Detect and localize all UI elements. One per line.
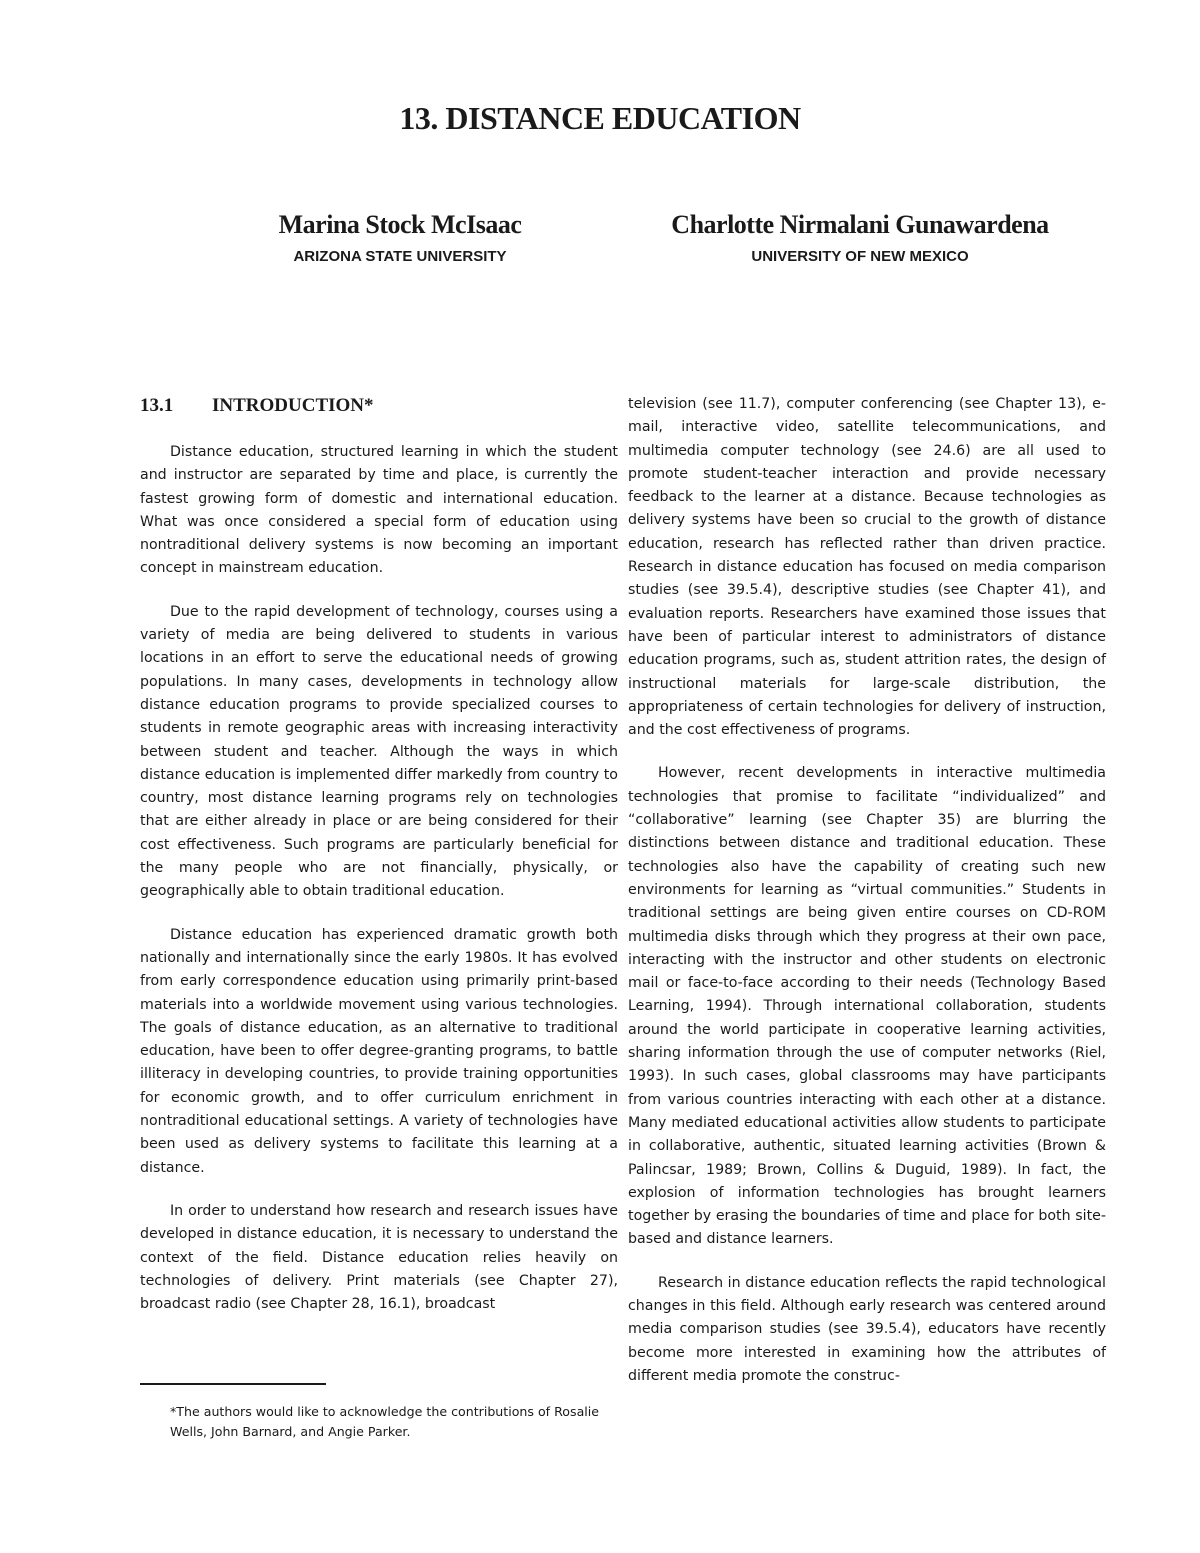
paragraph: However, recent developments in interactive multimedia technologies that promise to facilitate “individualized” and “collaborative” learning (see Chapter 35) are blurring the distinctions between distance and traditional education. These technologies also have the capability of creating such new environments for learning as “virtual communities.” Students in traditional settings are being given entire courses on CD-ROM multimedia disks through which they progress at their own pace, interacting with the instructor and other students on electronic mail or face-to-face according to their needs (Technology Based Learning, 1994). Through international collaboration, students around the world participate in cooperative learning activities, sharing information through the use of computer networks (Riel, 1993). In such cases, global classrooms may have participants from various countries interacting with each other at a distance. Many mediated educational activities allow students to participate in collaborative, authentic, situated learning activities (Brown & Palincsar, 1989; Brown, Collins & Duguid, 1989). In fact, the explosion of information technologies has brought learners together by erasing the boundaries of time and place for both site-based and distance learners. — [628, 765, 1106, 1248]
paragraph: In order to understand how research and research issues have developed in distance education, it is necessary to understand the context of the field. Distance education relies heavily on technologies of delivery. Print materials (see Chapter 27), broadcast radio (see Chapter 28, 16.1), broadcast — [140, 1202, 618, 1313]
author-block-2 — [620, 210, 1100, 265]
section-number: 13.1 — [140, 395, 174, 416]
author-affiliation: ARIZONA STATE UNIVERSITY — [293, 248, 507, 265]
paragraph: Distance education, structured learning in which the student and instructor are separated by time and place, is currently the fastest growing form of domestic and international education. What was once considered a special form of education using nontraditional delivery systems is now becoming an important concept in mainstream education. — [140, 444, 618, 577]
section-title: INTRODUCTION* — [212, 395, 374, 416]
author-name: Marina Stock McIsaac — [278, 210, 522, 239]
right-column — [628, 393, 1106, 1408]
footnote-divider — [140, 1383, 326, 1385]
paragraph: Due to the rapid development of technology, courses using a variety of media are being delivered to students in various locations in an effort to serve the educational needs of growing populations. In many cases, developments in technology allow distance education programs to provide specialized courses to students in remote geographic areas with increasing interactivity between student and teacher. Although the ways in which distance education is implemented differ markedly from country to country, most distance learning programs rely on technologies that are either already in place or are being considered for their cost effectiveness. Such programs are particularly beneficial for the many people who are not financially, physically, or geographically able to obtain traditional education. — [140, 603, 618, 900]
paragraph: Research in distance education reflects the rapid technological changes in this field. Although early research was centered around media comparison studies (see 39.5.4), educators have recently become more interested in examining how the attributes of different media promote the construc- — [628, 1274, 1106, 1384]
author-name: Charlotte Nirmalani Gunawardena — [671, 210, 1049, 239]
paragraph: television (see 11.7), computer conferencing (see Chapter 13), e-mail, interactive video, satellite telecommunications, and multimedia computer technology (see 24.6) are all used to promote student-teacher interaction and provide necessary feedback to the learner at a distance. Because technologies as delivery systems have been so crucial to the growth of distance education, research has reflected rather than driven practice. Research in distance education has focused on media comparison studies (see 39.5.4), descriptive studies (see Chapter 41), and evaluation reports. Researchers have examined those issues that have been of particular interest to administrators of distance education programs, such as, student attrition rates, the design of instructional materials for large-scale distribution, the appropriateness of certain technologies for delivery of instruction, and the cost effectiveness of programs. — [628, 396, 1106, 739]
section-heading — [140, 393, 618, 419]
paragraph: Distance education has experienced dramatic growth both nationally and internationally since the early 1980s. It has evolved from early correspondence education using primarily print-based materials into a worldwide movement using various technologies. The goals of distance education, as an alternative to traditional education, have been to offer degree-granting programs, to battle illiteracy in developing countries, to provide training opportunities for economic growth, and to offer curriculum enrichment in nontraditional educational settings. A variety of technologies have been used as delivery systems to facilitate this learning at a distance. — [140, 926, 618, 1176]
author-block-1 — [200, 210, 600, 265]
chapter-title: 13. DISTANCE EDUCATION — [399, 100, 801, 136]
left-column — [140, 393, 618, 1336]
author-affiliation: UNIVERSITY OF NEW MEXICO — [751, 248, 969, 265]
footnote: *The authors would like to acknowledge the contributions of Rosalie Wells, John Barnard, and Angie Parker. — [170, 1404, 600, 1439]
